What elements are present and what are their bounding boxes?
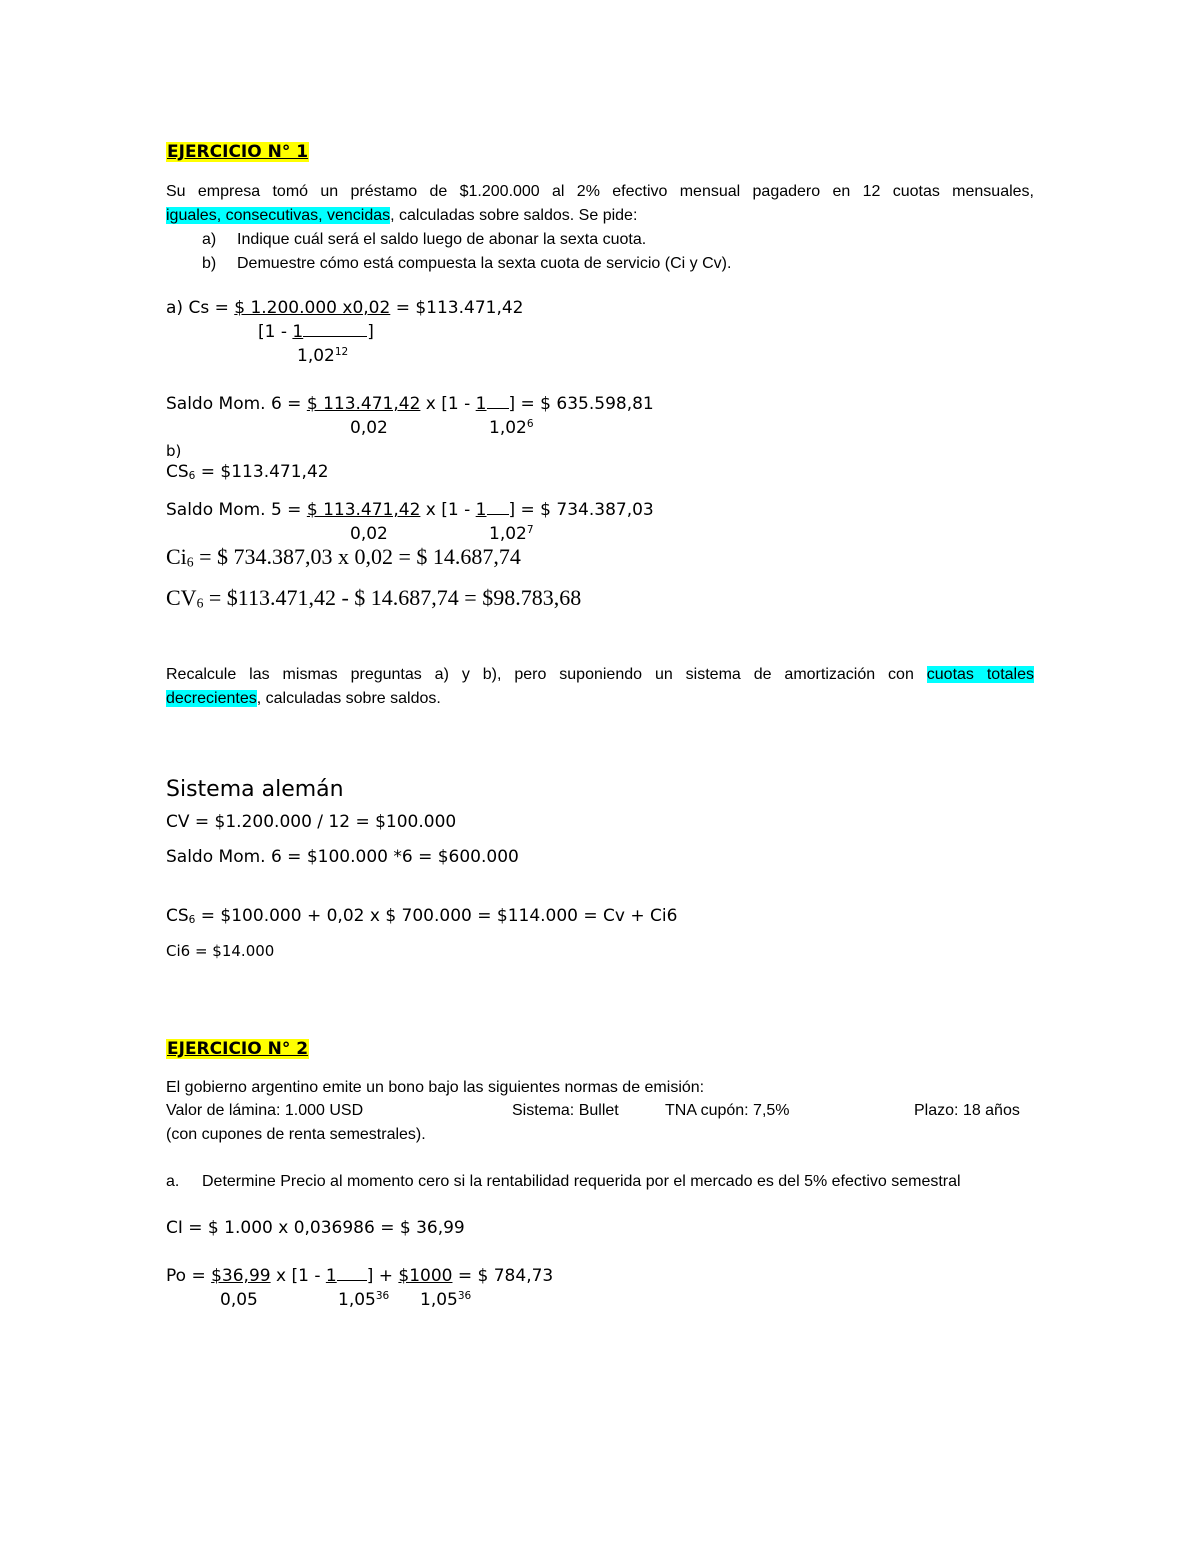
po-numerator: $36,99 [211,1266,271,1286]
cs-den-one: 1 [292,322,304,342]
saldo6-den: 0,02 [350,418,388,438]
valor-lamina: Valor de lámina: 1.000 USD [166,1102,364,1119]
recalc-rest: , calculadas sobre saldos. [256,690,441,707]
ex2-item-a-text: Determine Precio al momento cero si la rentabilidad requerida por el mercado es del 5% efectivo semestral [202,1173,961,1190]
highlight-conditions: iguales, consecutivas, vencidas [166,207,391,224]
ci6-rest: = $ 734.387,03 x 0,02 = $ 14.687,74 [193,544,521,569]
saldo-6-formula [166,394,654,414]
saldo5-mid: x [1 - [420,500,476,520]
ci6-sub: 6 [186,554,194,570]
cs-den-open: [1 - [258,322,293,342]
item-a [202,228,647,252]
cs-den-power [297,346,348,366]
exercise-1-title: EJERCICIO N° 1 [167,142,309,162]
intro-rest: , calculadas sobre saldos. Se pide: [390,207,638,224]
saldo6-mid: x [1 - [420,394,476,414]
plazo: Plazo: 18 años [914,1102,1020,1119]
po-exp1: 36 [375,1290,390,1303]
tna-cupon: TNA cupón: 7,5% [665,1102,790,1119]
po-power-2 [420,1290,471,1310]
po-exp2: 36 [457,1290,472,1303]
item-b-label: b) [202,255,217,272]
cs-formula [166,298,524,318]
saldo5-base: 1,02 [489,524,527,544]
ex2-item-a [166,1170,961,1194]
cv6-rest: = $113.471,42 - $ 14.687,74 = $98.783,68 [203,585,582,610]
saldo6-numerator: $ 113.471,42 [306,394,421,414]
ci6-base: Ci [166,544,187,569]
ex2-item-a-label: a. [166,1173,180,1190]
cs-prefix: a) Cs = [166,298,235,318]
item-a-text: Indique cuál será el saldo luego de abonar la sexta cuota. [237,231,647,248]
cs-result: = $113.471,42 [390,298,524,318]
po-one: 1 [325,1266,337,1286]
po-formula [166,1266,553,1286]
recalc-line1 [166,663,1034,687]
cs6-base: CS [166,462,189,482]
saldo6-exp: 6 [526,418,534,431]
po-power-1 [338,1290,389,1310]
saldo5-prefix: Saldo Mom. 5 = [166,500,307,520]
cs-den-exp: 12 [334,346,349,359]
aleman-cs6-base: CS [166,906,189,926]
fraction-bar [487,394,509,409]
highlight-decrecientes: decrecientes [166,690,257,707]
aleman-cs6-sub: 6 [188,914,196,927]
exercise-1-intro-line2 [166,204,637,228]
cs6-rest: = $113.471,42 [195,462,329,482]
cs-den-close: ] [367,322,374,342]
saldo6-power [489,418,534,438]
saldo6-result: ] = $ 635.598,81 [508,394,654,414]
cs-numerator: $ 1.200.000 x0,02 [234,298,391,318]
saldo5-exp: 7 [526,524,534,537]
sistema-aleman-title: Sistema alemán [166,777,344,802]
fraction-bar [487,500,509,515]
recalc-line2 [166,687,441,711]
ci-formula: CI = $ 1.000 x 0,036986 = $ 36,99 [166,1218,465,1238]
aleman-cs6 [166,906,677,926]
aleman-cs6-rest: = $100.000 + 0,02 x $ 700.000 = $114.000 = Cv + Ci6 [195,906,678,926]
item-b-text: Demuestre cómo está compuesta la sexta cuota de servicio (Ci y Cv). [237,255,732,272]
po-prefix: Po = [166,1266,212,1286]
recalc-pre: Recalcule las mismas preguntas a) y b), pero suponiendo un sistema de amortización con [166,666,927,683]
saldo5-one: 1 [475,500,487,520]
saldo6-one: 1 [475,394,487,414]
saldo5-result: ] = $ 734.387,03 [508,500,654,520]
cv6-line [166,585,581,611]
saldo6-prefix: Saldo Mom. 6 = [166,394,307,414]
po-base2: 1,05 [420,1290,458,1310]
fraction-bar [337,1266,367,1281]
po-numerator2: $1000 [398,1266,453,1286]
cs6-line [166,462,329,482]
exercise-1-intro-line1: Su empresa tomó un préstamo de $1.200.000 al 2% efectivo mensual pagadero en 12 cuotas mensuales, [166,183,1034,200]
saldo5-den: 0,02 [350,524,388,544]
cupones: (con cupones de renta semestrales). [166,1126,426,1143]
aleman-saldo6: Saldo Mom. 6 = $100.000 *6 = $600.000 [166,847,519,867]
sistema: Sistema: Bullet [512,1102,619,1119]
cv6-sub: 6 [196,595,204,611]
highlight-cuotas-totales: cuotas totales [926,666,1034,683]
exercise-1-heading [166,142,309,162]
po-base1: 1,05 [338,1290,376,1310]
part-b-label: b) [166,442,182,460]
exercise-2-heading [166,1039,309,1059]
saldo-5-formula [166,500,654,520]
po-mid: x [1 - [270,1266,326,1286]
cv6-base: CV [166,585,197,610]
exercise-2-intro: El gobierno argentino emite un bono bajo las siguientes normas de emisión: [166,1079,705,1096]
saldo6-base: 1,02 [489,418,527,438]
cs-den-base: 1,02 [297,346,335,366]
cs-denominator [258,322,374,342]
exercise-2-title: EJERCICIO N° 2 [167,1039,309,1059]
saldo5-power [489,524,534,544]
aleman-ci6: Ci6 = $14.000 [166,942,275,960]
cs6-sub: 6 [188,470,196,483]
fraction-bar [303,322,367,337]
aleman-cv: CV = $1.200.000 / 12 = $100.000 [166,812,457,832]
item-b [202,252,732,276]
po-den: 0,05 [220,1290,258,1310]
po-result: = $ 784,73 [452,1266,554,1286]
ci6-line [166,544,521,570]
po-mid2: ] + [366,1266,399,1286]
saldo5-numerator: $ 113.471,42 [306,500,421,520]
item-a-label: a) [202,231,217,248]
